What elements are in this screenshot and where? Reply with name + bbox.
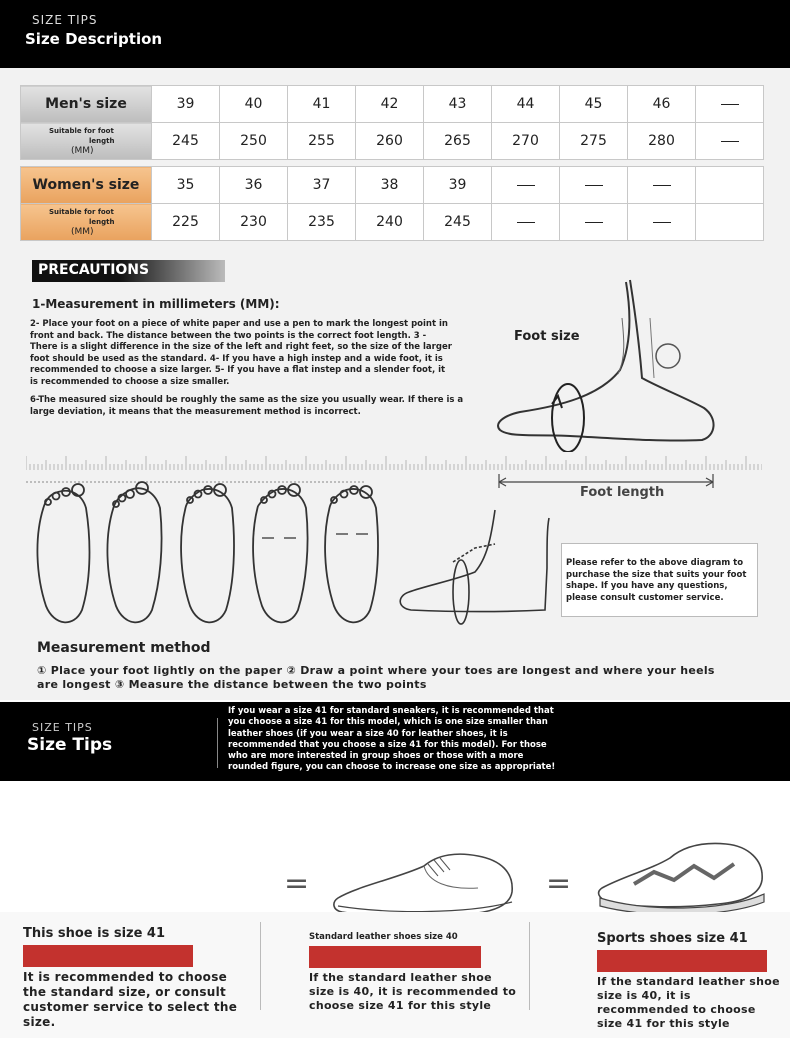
size-tips-banner — [0, 702, 790, 781]
precautions-paragraph-2: 6-The measured size should be roughly the same as the size you usually wear. If there is a large deviation, it means that the measurement method is incorrect. — [30, 395, 464, 417]
women-length-label-line2: length — [89, 218, 115, 226]
diagram-note: Please refer to the above diagram to purchase the size that suits your foot shape. If you have any questions, please consult customer service. — [561, 543, 758, 617]
women-size-cell: 38 — [356, 167, 424, 204]
men-length-cell: 260 — [356, 123, 424, 160]
women-size-cell — [696, 167, 764, 204]
men-length-label-line2: length — [89, 137, 115, 145]
precautions-paragraph-1: 2- Place your foot on a piece of white paper and use a pen to mark the longest point in front and back. The distance between the two points is the correct foot length. 3 - There is a slight difference in the size of the left and right feet, so the size of the larger foot should be used as the standard. 4- If you have a high instep and a wide foot, it is recommended to choose a size larger. 5- If you have a flat instep and a slender foot, it is recommended to choose a size smaller. — [30, 319, 452, 387]
precautions-heading: 1-Measurement in millimeters (MM): — [32, 297, 280, 311]
men-length-cell: 275 — [560, 123, 628, 160]
this-shoe-title: This shoe is size 41 — [23, 926, 166, 941]
men-size-cell: 40 — [220, 86, 288, 123]
women-size-cell: 39 — [424, 167, 492, 204]
column-divider — [529, 922, 530, 1010]
women-size-cell — [492, 167, 560, 204]
size-tips-text: If you wear a size 41 for standard sneakers, it is recommended that you choose a size 41 for this model, which is one size smaller than leather shoes (if you wear a size 40 for leather shoes, it is recommended that you choose a size 41 for this model). For those who are more interested in group shoes or those with a more rounded figure, you can choose to increase one size as appropriate! — [228, 706, 556, 773]
dash-mark — [721, 104, 739, 105]
men-length-row — [21, 123, 764, 160]
men-size-cell: 43 — [424, 86, 492, 123]
women-size-cell — [628, 167, 696, 204]
equals-sign: = — [284, 866, 310, 901]
women-size-cell: 35 — [152, 167, 220, 204]
men-length-cell: 280 — [628, 123, 696, 160]
men-length-label-line1: Suitable for foot — [49, 127, 114, 135]
men-size-cell: 42 — [356, 86, 424, 123]
header-title: Size Description — [25, 30, 163, 48]
size-tips-title: Size Tips — [27, 735, 113, 755]
women-size-cell: 37 — [288, 167, 356, 204]
sports-shoe-text: If the standard leather shoe size is 40, it is recommended to choose size 41 for this style — [597, 975, 780, 1030]
leather-shoe-title: Standard leather shoes size 40 — [309, 932, 458, 942]
this-shoe-text: It is recommended to choose the standard size, or consult customer service to select the size. — [23, 970, 238, 1029]
men-size-cell — [696, 86, 764, 123]
compare-column-sports — [597, 931, 782, 1031]
women-length-cell — [696, 204, 764, 241]
dash-mark — [721, 141, 739, 142]
women-size-cell: 36 — [220, 167, 288, 204]
column-divider — [260, 922, 261, 1010]
women-length-row — [21, 204, 764, 241]
women-length-label — [21, 204, 152, 241]
measuring-ruler — [26, 452, 762, 470]
foot-shapes-illustration — [26, 476, 386, 628]
foot-length-label: Foot length — [580, 485, 665, 500]
men-length-cell: 250 — [220, 123, 288, 160]
women-length-cell: 235 — [288, 204, 356, 241]
men-size-cell: 41 — [288, 86, 356, 123]
men-length-cell: 245 — [152, 123, 220, 160]
men-size-cell: 46 — [628, 86, 696, 123]
sports-shoe-icon — [594, 836, 774, 920]
women-length-cell: 230 — [220, 204, 288, 241]
men-length-cell: 270 — [492, 123, 560, 160]
men-length-label — [21, 123, 152, 160]
dash-mark — [653, 185, 671, 186]
side-foot-illustration — [490, 278, 730, 478]
men-size-label: Men's size — [21, 86, 152, 123]
men-length-cell: 255 — [288, 123, 356, 160]
measurement-method-steps: ① Place your foot lightly on the paper ② Draw a point where your toes are longest and where your heels are longest ③ Measure the distance between the two points — [37, 664, 715, 691]
men-length-cell — [696, 123, 764, 160]
dash-mark — [517, 222, 535, 223]
instep-measure-illustration — [395, 508, 555, 630]
women-length-cell: 225 — [152, 204, 220, 241]
men-size-cell: 44 — [492, 86, 560, 123]
women-length-cell — [560, 204, 628, 241]
men-size-table — [20, 85, 764, 160]
compare-column-this-shoe — [23, 926, 248, 1030]
size-tips-divider — [217, 718, 218, 768]
equals-sign: = — [546, 866, 572, 901]
women-length-cell — [492, 204, 560, 241]
compare-column-leather — [309, 932, 519, 1013]
men-size-row — [21, 86, 764, 123]
measurement-method-title: Measurement method — [37, 640, 211, 656]
men-length-unit: (MM) — [71, 146, 94, 156]
header-banner — [0, 0, 790, 68]
women-size-cell — [560, 167, 628, 204]
women-length-label-line1: Suitable for foot — [49, 208, 114, 216]
men-size-cell: 39 — [152, 86, 220, 123]
leather-shoe-text: If the standard leather shoe size is 40, it is recommended to choose size 41 for this style — [309, 971, 517, 1012]
highlight-bar — [597, 950, 767, 972]
women-length-cell — [628, 204, 696, 241]
highlight-bar — [23, 945, 193, 967]
women-length-cell: 245 — [424, 204, 492, 241]
header-small-label: SIZE TIPS — [32, 13, 98, 27]
dash-mark — [653, 222, 671, 223]
women-length-unit: (MM) — [71, 227, 94, 237]
women-size-row — [21, 167, 764, 204]
men-length-cell: 265 — [424, 123, 492, 160]
sports-shoe-title: Sports shoes size 41 — [597, 931, 748, 946]
dash-mark — [517, 185, 535, 186]
dash-mark — [585, 185, 603, 186]
women-length-cell: 240 — [356, 204, 424, 241]
women-size-label: Women's size — [21, 167, 152, 204]
dash-mark — [585, 222, 603, 223]
precautions-title: PRECAUTIONS — [32, 260, 225, 282]
women-size-table — [20, 166, 764, 241]
foot-size-label: Foot size — [514, 329, 580, 344]
size-tips-small-label: SIZE TIPS — [32, 721, 93, 734]
men-size-cell: 45 — [560, 86, 628, 123]
highlight-bar — [309, 946, 481, 968]
